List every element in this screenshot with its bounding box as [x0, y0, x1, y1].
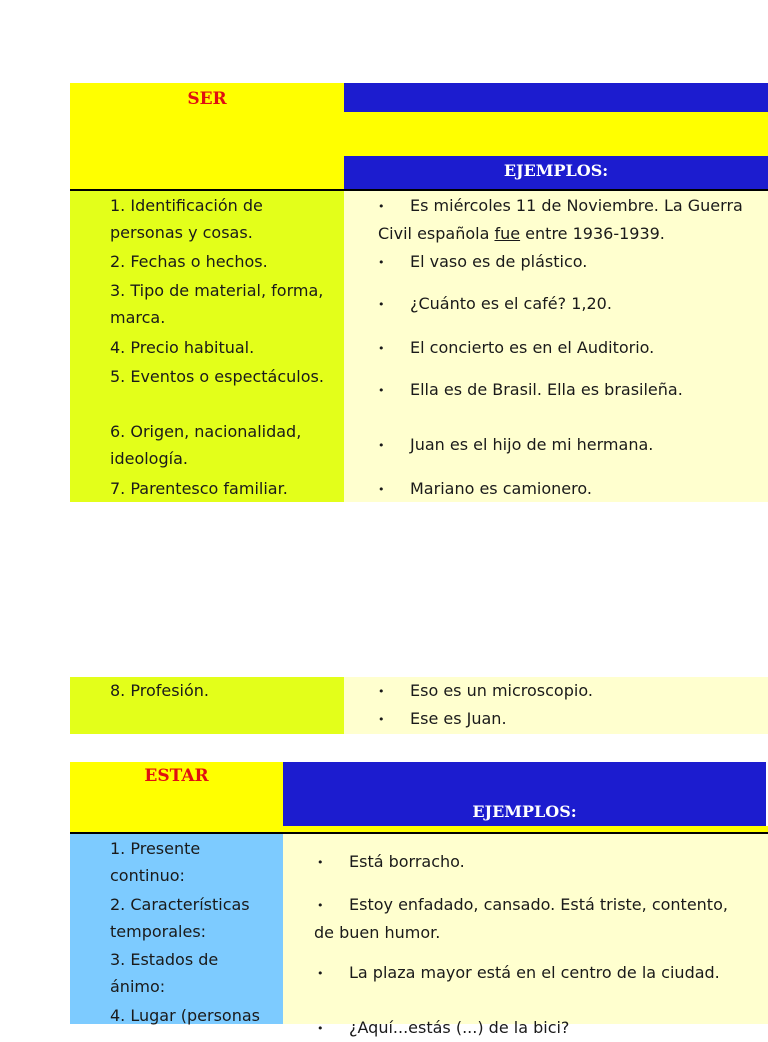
bullet-icon: •	[378, 298, 385, 311]
ser-examples-title: EJEMPLOS:	[503, 161, 609, 180]
estar-row-4-left: 4. Lugar (personas	[110, 1006, 260, 1025]
ser-row-7-left: 7. Parentesco familiar.	[110, 479, 288, 498]
estar-row-1-right: • Está borracho.	[317, 848, 767, 876]
estar-row-2-left: 2. Características temporales:	[110, 895, 250, 941]
bullet-icon: •	[378, 483, 385, 496]
bullet-icon: •	[317, 967, 324, 980]
estar-examples-title: EJEMPLOS:	[472, 802, 577, 821]
ser-row-2-right: • El vaso es de plástico.	[378, 248, 768, 276]
ser-row-7-right: • Mariano es camionero.	[378, 475, 768, 503]
bullet-icon: •	[378, 342, 385, 355]
ser-row-6-left: 6. Origen, nacionalidad, ideología.	[110, 422, 302, 468]
ser-row-8-left: 8. Profesión.	[110, 681, 210, 700]
bullet-icon: •	[378, 685, 385, 698]
ser-header-band-middle	[344, 112, 768, 156]
estar-examples-header	[283, 762, 766, 826]
ser-row-5-right: • Ella es de Brasil. Ella es brasileña.	[378, 376, 768, 404]
bullet-icon: •	[378, 256, 385, 269]
estar-header-cell	[70, 762, 283, 832]
ser-row-4-left: 4. Precio habitual.	[110, 338, 255, 357]
ser-row-5-left: 5. Eventos o espectáculos.	[110, 367, 324, 386]
ser-header-band-top	[344, 83, 768, 112]
estar-row-4-right: • ¿Aquí...estás (...) de la bici?	[317, 1014, 767, 1042]
ser-row-4-right: • El concierto es en el Auditorio.	[378, 334, 768, 362]
ser-header-title: SER	[187, 89, 227, 109]
ser-row-3-right: • ¿Cuánto es el café? 1,20.	[378, 290, 768, 318]
ser-row-8-right-2: • Ese es Juan.	[344, 705, 768, 733]
ser-row-6-right: • Juan es el hijo de mi hermana.	[378, 431, 768, 459]
estar-header-title: ESTAR	[144, 766, 209, 786]
bullet-icon: •	[317, 899, 324, 912]
bullet-icon: •	[317, 1022, 324, 1035]
ser-row-8-right-1: • Eso es un microscopio.	[344, 677, 768, 705]
bullet-icon: •	[378, 713, 385, 726]
estar-row-3-left: 3. Estados de ánimo:	[110, 950, 219, 996]
ser-continued-right	[344, 677, 768, 734]
ser-header-cell	[70, 83, 344, 189]
estar-row-3-right: • La plaza mayor está en el centro de la ciudad.	[317, 959, 767, 987]
ser-row-2-left: 2. Fechas o hechos.	[110, 252, 268, 271]
estar-row-2-right: • Estoy enfadado, cansado. Está triste, contento, de buen humor.	[317, 891, 767, 946]
ser-examples-header	[344, 156, 768, 189]
estar-row-1-left: 1. Presente continuo:	[110, 839, 201, 885]
bullet-icon: •	[378, 439, 385, 452]
bullet-icon: •	[378, 384, 385, 397]
ser-row-1-left: 1. Identificación de personas y cosas.	[110, 196, 263, 242]
ser-continued-left	[70, 677, 344, 734]
bullet-icon: •	[317, 856, 324, 869]
ser-row-3-left: 3. Tipo de material, forma, marca.	[110, 281, 324, 327]
ser-row-1-right: • Es miércoles 11 de Noviembre. La Guerra Civil española fue entre 1936-1939.	[378, 192, 768, 247]
bullet-icon: •	[378, 200, 385, 213]
